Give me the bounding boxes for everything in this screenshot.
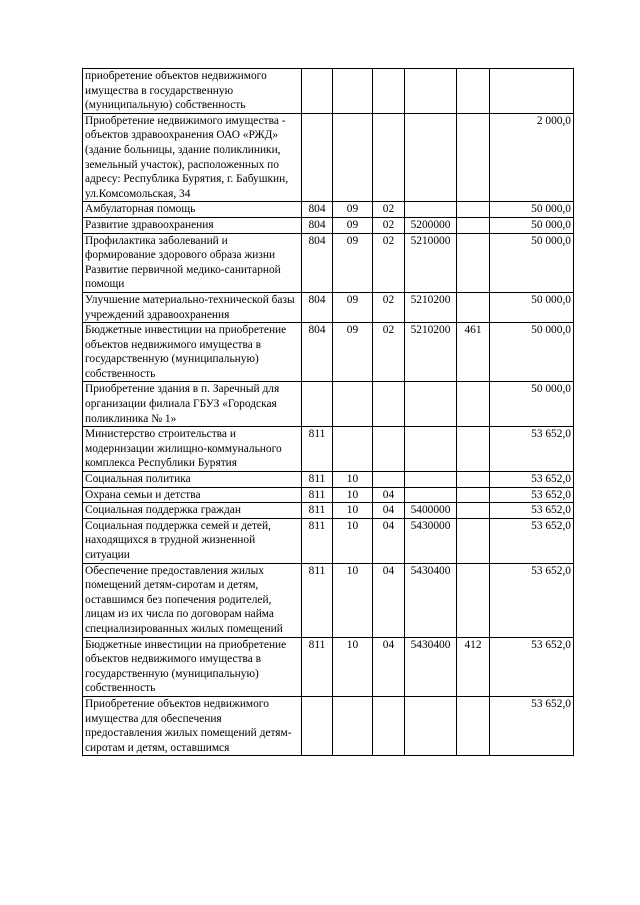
- amount-cell: 53 652,0: [490, 503, 574, 519]
- expense-type-cell: [457, 487, 490, 503]
- amount-cell: 53 652,0: [490, 487, 574, 503]
- section-code-cell: 10: [333, 503, 373, 519]
- subsection-code-cell: 04: [373, 487, 405, 503]
- amount-cell: 53 652,0: [490, 427, 574, 472]
- item-name-cell: Профилактика заболеваний и формирование здорового образа жизни Развитие первичной медико-санитарной помощи: [83, 233, 302, 292]
- ministry-code-cell: [302, 113, 333, 202]
- table-row: [83, 518, 574, 563]
- table-row: [83, 69, 574, 114]
- amount-cell: 50 000,0: [490, 202, 574, 218]
- item-name-cell: Приобретение недвижимого имущества - объектов здравоохранения ОАО «РЖД» (здание больницы, здание поликлиники, земельный участок), расположенных по адресу: Республика Бурятия, г. Бабушкин, ул.Комсомольская, 34: [83, 113, 302, 202]
- item-name-cell: Социальная поддержка граждан: [83, 503, 302, 519]
- table-row: [83, 382, 574, 427]
- expense-type-cell: [457, 113, 490, 202]
- subsection-code-cell: 04: [373, 637, 405, 696]
- article-code-cell: [405, 69, 457, 114]
- article-code-cell: [405, 202, 457, 218]
- section-code-cell: 09: [333, 217, 373, 233]
- table-row: [83, 503, 574, 519]
- table-row: [83, 487, 574, 503]
- item-name-cell: Охрана семьи и детства: [83, 487, 302, 503]
- amount-cell: 2 000,0: [490, 113, 574, 202]
- section-code-cell: 10: [333, 518, 373, 563]
- ministry-code-cell: [302, 696, 333, 755]
- item-name-cell: Амбулаторная помощь: [83, 202, 302, 218]
- expense-type-cell: 412: [457, 637, 490, 696]
- subsection-code-cell: [373, 696, 405, 755]
- ministry-code-cell: 804: [302, 202, 333, 218]
- ministry-code-cell: 804: [302, 233, 333, 292]
- item-name-cell: Обеспечение предоставления жилых помещений детям-сиротам и детям, оставшимся без попечения родителей, лицам из их числа по договорам найма специализированных жилых помещений: [83, 563, 302, 637]
- section-code-cell: 10: [333, 472, 373, 488]
- expense-type-cell: [457, 518, 490, 563]
- item-name-cell: Улучшение материально-технической базы учреждений здравоохранения: [83, 292, 302, 322]
- section-code-cell: 09: [333, 202, 373, 218]
- table-row: [83, 472, 574, 488]
- expense-type-cell: [457, 503, 490, 519]
- table-row: [83, 113, 574, 202]
- subsection-code-cell: 02: [373, 292, 405, 322]
- expense-type-cell: [457, 472, 490, 488]
- section-code-cell: 09: [333, 323, 373, 382]
- article-code-cell: 5210200: [405, 292, 457, 322]
- amount-cell: 50 000,0: [490, 217, 574, 233]
- table-row: [83, 202, 574, 218]
- section-code-cell: 10: [333, 563, 373, 637]
- item-name-cell: Развитие здравоохранения: [83, 217, 302, 233]
- subsection-code-cell: [373, 427, 405, 472]
- section-code-cell: [333, 427, 373, 472]
- item-name-cell: Социальная политика: [83, 472, 302, 488]
- article-code-cell: 5400000: [405, 503, 457, 519]
- budget-table: [82, 68, 574, 756]
- table-row: [83, 637, 574, 696]
- ministry-code-cell: 811: [302, 563, 333, 637]
- subsection-code-cell: 02: [373, 233, 405, 292]
- expense-type-cell: [457, 217, 490, 233]
- table-row: [83, 563, 574, 637]
- article-code-cell: 5430400: [405, 563, 457, 637]
- section-code-cell: 10: [333, 637, 373, 696]
- ministry-code-cell: 811: [302, 518, 333, 563]
- expense-type-cell: [457, 233, 490, 292]
- section-code-cell: 10: [333, 487, 373, 503]
- amount-cell: 50 000,0: [490, 382, 574, 427]
- article-code-cell: [405, 382, 457, 427]
- item-name-cell: Бюджетные инвестиции на приобретение объектов недвижимого имущества в государственную (муниципальную) собственность: [83, 323, 302, 382]
- ministry-code-cell: 804: [302, 217, 333, 233]
- subsection-code-cell: [373, 113, 405, 202]
- article-code-cell: [405, 427, 457, 472]
- ministry-code-cell: 811: [302, 472, 333, 488]
- section-code-cell: [333, 382, 373, 427]
- item-name-cell: Приобретение здания в п. Заречный для организации филиала ГБУЗ «Городская поликлиника № 1»: [83, 382, 302, 427]
- article-code-cell: 5200000: [405, 217, 457, 233]
- ministry-code-cell: 811: [302, 637, 333, 696]
- amount-cell: [490, 69, 574, 114]
- expense-type-cell: [457, 292, 490, 322]
- amount-cell: 53 652,0: [490, 696, 574, 755]
- article-code-cell: [405, 472, 457, 488]
- subsection-code-cell: [373, 472, 405, 488]
- article-code-cell: [405, 696, 457, 755]
- amount-cell: 53 652,0: [490, 518, 574, 563]
- ministry-code-cell: 804: [302, 323, 333, 382]
- article-code-cell: 5430000: [405, 518, 457, 563]
- article-code-cell: [405, 113, 457, 202]
- item-name-cell: Приобретение объектов недвижимого имущества для обеспечения предоставления жилых помещений детям-сиротам и детям, оставшимся: [83, 696, 302, 755]
- subsection-code-cell: 04: [373, 518, 405, 563]
- subsection-code-cell: [373, 382, 405, 427]
- ministry-code-cell: 811: [302, 427, 333, 472]
- table-row: [83, 427, 574, 472]
- subsection-code-cell: 04: [373, 503, 405, 519]
- subsection-code-cell: 04: [373, 563, 405, 637]
- table-row: [83, 292, 574, 322]
- section-code-cell: 09: [333, 292, 373, 322]
- article-code-cell: 5210000: [405, 233, 457, 292]
- item-name-cell: Бюджетные инвестиции на приобретение объектов недвижимого имущества в государственную (муниципальную) собственность: [83, 637, 302, 696]
- table-row: [83, 323, 574, 382]
- expense-type-cell: [457, 563, 490, 637]
- expense-type-cell: [457, 696, 490, 755]
- expense-type-cell: [457, 427, 490, 472]
- ministry-code-cell: [302, 69, 333, 114]
- table-body: [83, 69, 574, 756]
- subsection-code-cell: 02: [373, 202, 405, 218]
- article-code-cell: 5430400: [405, 637, 457, 696]
- amount-cell: 53 652,0: [490, 563, 574, 637]
- amount-cell: 50 000,0: [490, 292, 574, 322]
- expense-type-cell: [457, 69, 490, 114]
- subsection-code-cell: [373, 69, 405, 114]
- amount-cell: 50 000,0: [490, 233, 574, 292]
- item-name-cell: Министерство строительства и модернизации жилищно-коммунального комплекса Республики Бурятия: [83, 427, 302, 472]
- article-code-cell: 5210200: [405, 323, 457, 382]
- ministry-code-cell: [302, 382, 333, 427]
- expense-type-cell: 461: [457, 323, 490, 382]
- section-code-cell: [333, 69, 373, 114]
- amount-cell: 53 652,0: [490, 637, 574, 696]
- ministry-code-cell: 811: [302, 503, 333, 519]
- table-row: [83, 696, 574, 755]
- amount-cell: 50 000,0: [490, 323, 574, 382]
- table-row: [83, 233, 574, 292]
- section-code-cell: [333, 696, 373, 755]
- section-code-cell: [333, 113, 373, 202]
- section-code-cell: 09: [333, 233, 373, 292]
- item-name-cell: приобретение объектов недвижимого имущества в государственную (муниципальную) собственность: [83, 69, 302, 114]
- ministry-code-cell: 811: [302, 487, 333, 503]
- expense-type-cell: [457, 382, 490, 427]
- table-row: [83, 217, 574, 233]
- article-code-cell: [405, 487, 457, 503]
- expense-type-cell: [457, 202, 490, 218]
- amount-cell: 53 652,0: [490, 472, 574, 488]
- item-name-cell: Социальная поддержка семей и детей, находящихся в трудной жизненной ситуации: [83, 518, 302, 563]
- subsection-code-cell: 02: [373, 323, 405, 382]
- subsection-code-cell: 02: [373, 217, 405, 233]
- ministry-code-cell: 804: [302, 292, 333, 322]
